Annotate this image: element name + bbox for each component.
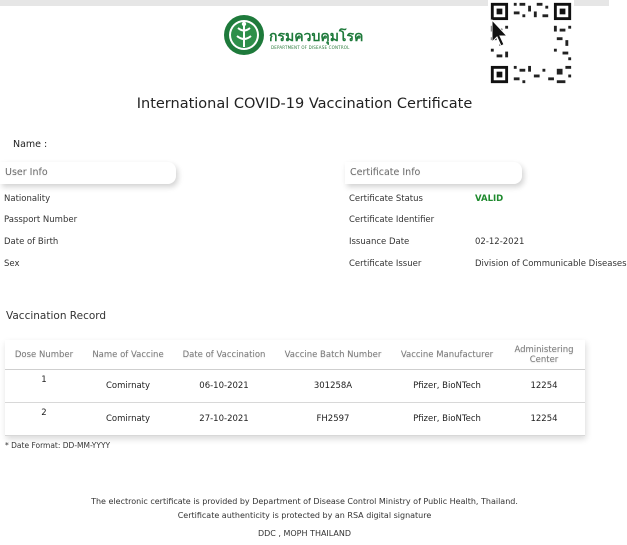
footer-provider-text: The electronic certificate is provided by Department of Disease Control Ministry of Public Health, Thailand.: [91, 497, 518, 506]
vaccination-date-cell: 27-10-2021: [173, 403, 275, 436]
column-header: Administering Center: [503, 340, 585, 370]
table-row: [5, 403, 585, 436]
certificate-issuer-label: Certificate Issuer: [349, 259, 422, 269]
nationality-label: Nationality: [4, 194, 51, 204]
column-header: Vaccine Manufacturer: [391, 340, 503, 370]
date-format-note: * Date Format: DD-MM-YYYY: [5, 441, 111, 450]
sex-label: Sex: [4, 259, 20, 269]
ddc-logo: [223, 14, 364, 56]
manufacturer-cell: Pfizer, BioNTech: [391, 403, 503, 436]
dose-number-cell: 1: [5, 370, 83, 403]
ddc-seal-icon: [223, 14, 265, 56]
column-header: Date of Vaccination: [173, 340, 275, 370]
batch-number-cell: 301258A: [275, 370, 391, 403]
dose-number-cell: 2: [5, 403, 83, 436]
certificate-title: International COVID-19 Vaccination Certificate: [136, 96, 473, 112]
manufacturer-cell: Pfizer, BioNTech: [391, 370, 503, 403]
name-label: Name :: [13, 139, 48, 150]
certificate-status-value: VALID: [475, 194, 504, 204]
vaccination-record-title: Vaccination Record: [6, 310, 107, 322]
vaccination-date-cell: 06-10-2021: [173, 370, 275, 403]
administering-center-cell: 12254: [503, 370, 585, 403]
date-of-birth-label: Date of Birth: [4, 237, 59, 247]
dept-name-en: DEPARTMENT OF DISEASE CONTROL: [271, 45, 350, 50]
mouse-cursor-icon: [490, 18, 512, 48]
footer-signature-text: Certificate authenticity is protected by an RSA digital signature: [177, 511, 432, 520]
passport-number-label: Passport Number: [4, 215, 78, 225]
column-header: Vaccine Batch Number: [275, 340, 391, 370]
table-row: [5, 370, 585, 403]
administering-center-cell: 12254: [503, 403, 585, 436]
issuance-date-value: 02-12-2021: [475, 237, 525, 247]
vaccine-name-cell: Comirnaty: [83, 403, 173, 436]
certificate-issuer-value: Division of Communicable Diseases: [475, 259, 627, 269]
column-header: Name of Vaccine: [83, 340, 173, 370]
certificate-info-heading: Certificate Info: [345, 162, 522, 184]
table-header-row: [5, 340, 585, 370]
vaccine-name-cell: Comirnaty: [83, 370, 173, 403]
vaccination-table: [5, 340, 585, 436]
certificate-identifier-label: Certificate Identifier: [349, 215, 435, 225]
certificate-status-label: Certificate Status: [349, 194, 423, 204]
batch-number-cell: FH2597: [275, 403, 391, 436]
issuance-date-label: Issuance Date: [349, 237, 410, 247]
footer-issuer-text: DDC , MOPH THAILAND: [257, 529, 352, 538]
column-header: Dose Number: [5, 340, 83, 370]
dept-name-th: กรมควบคุมโรค: [269, 29, 364, 45]
user-info-heading: User Info: [0, 162, 176, 184]
